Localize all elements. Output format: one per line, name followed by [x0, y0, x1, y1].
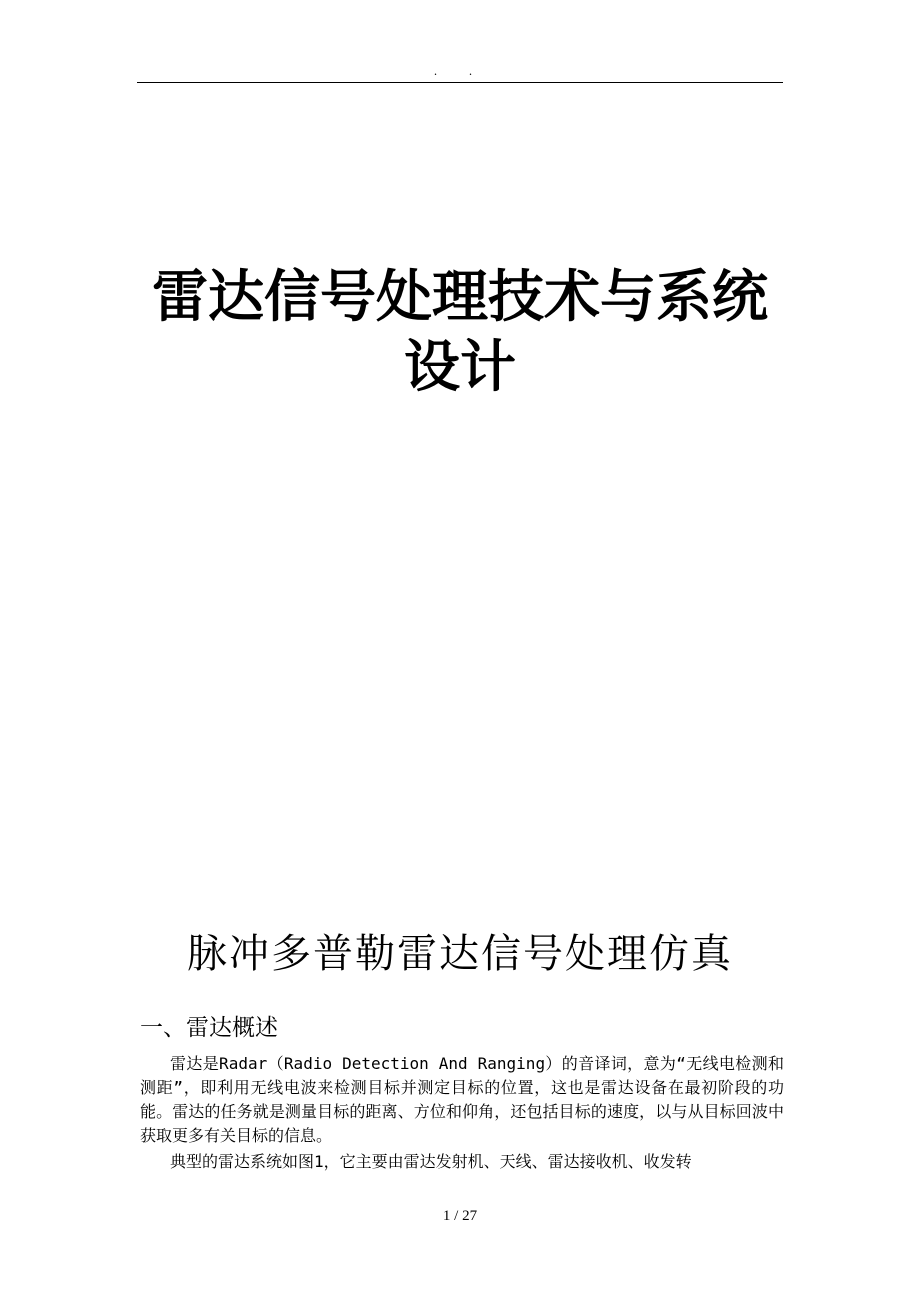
paragraph-radar-system: 典型的雷达系统如图1，它主要由雷达发射机、天线、雷达接收机、收发转 [170, 1152, 692, 1171]
page-number: 1 / 27 [442, 1208, 478, 1224]
header-rule [137, 82, 783, 83]
heading-radar-overview: 一、雷达概述 [140, 1015, 278, 1041]
document-title: 雷达信号处理技术与系统设计 [152, 264, 768, 400]
section-title: 脉冲多普勒雷达信号处理仿真 [187, 931, 733, 977]
paragraph-radar-definition: 雷达是Radar（Radio Detection And Ranging）的音译词，意为“无线电检测和测距”，即利用无线电波来检测目标并测定目标的位置，这也是雷达设备在最初阶段的功能。雷达的任务就是测量目标的距离、方位和仰角，还包括目标的速度，以与从目标回波中获取更多有关目标的信息。 [140, 1054, 784, 1145]
header-dots: . . [433, 65, 487, 78]
